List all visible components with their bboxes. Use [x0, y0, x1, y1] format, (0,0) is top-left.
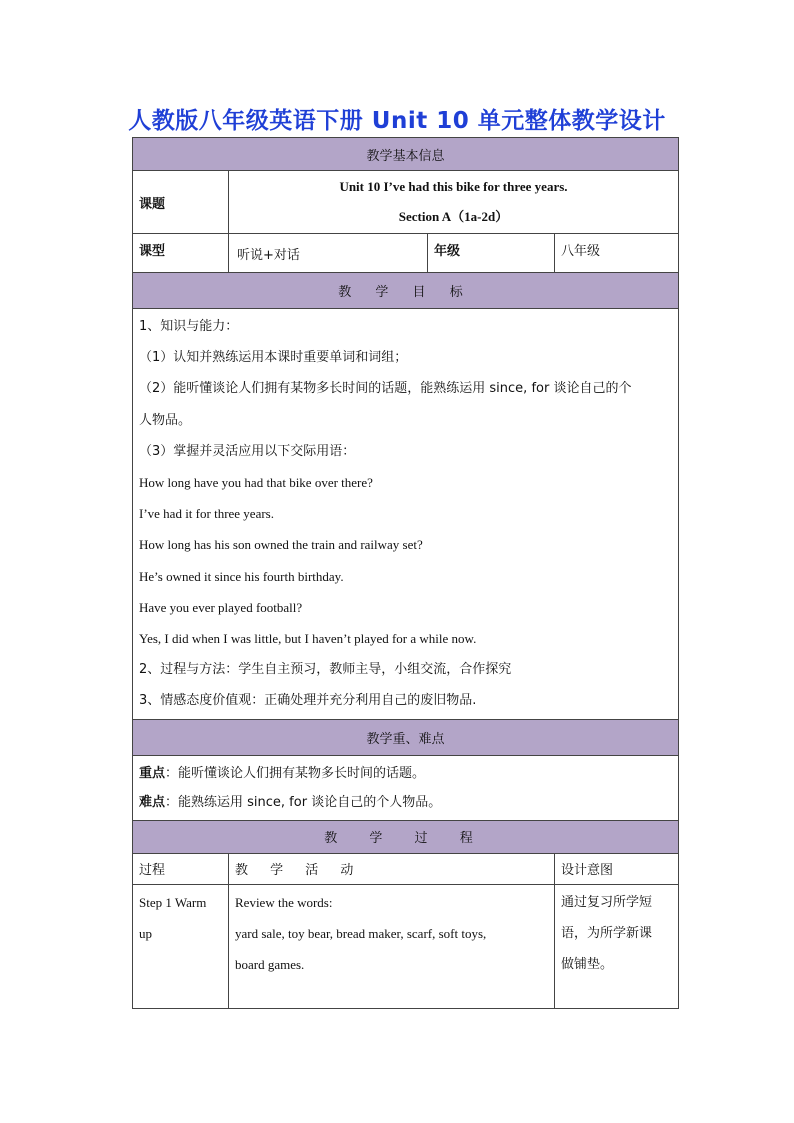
col-activity-header: 教 学 活 动: [229, 853, 555, 884]
objective-line: 3、情感态度价值观：正确处理并充分利用自己的废旧物品.: [139, 693, 477, 709]
type-row: [133, 234, 679, 273]
topic-row: [133, 171, 679, 234]
objectives-content: [133, 309, 679, 720]
col-intent-header: 设计意图: [555, 853, 679, 884]
objectives-header: 教 学 目 标: [133, 273, 679, 309]
objective-line: Have you ever played football?: [139, 599, 303, 615]
topic-line-2: Section A（1a-2d）: [398, 209, 509, 224]
process-columns-row: [133, 853, 679, 884]
step-label: Step 1 Warm up: [139, 894, 207, 941]
topic-line-1: Unit 10 I’ve had this bike for three years.: [339, 179, 568, 194]
col-step-header: 过程: [133, 853, 229, 884]
key-point-line: [139, 759, 672, 788]
objective-line: Yes, I did when I was little, but I haven’t played for a while now.: [139, 631, 477, 647]
key-points-content: [133, 755, 679, 820]
type-value: 听说+对话: [229, 234, 428, 273]
activity-line: board games.: [235, 956, 305, 972]
activity-line: Review the words:: [235, 894, 333, 910]
intent-line: 做铺垫。: [561, 956, 614, 972]
objective-line: How long have you had that bike over there?: [139, 475, 373, 491]
objective-line: （1）认知并熟练运用本课时重要单词和词组；: [139, 350, 408, 366]
basic-info-header: 教学基本信息: [133, 138, 679, 171]
intent-line: 通过复习所学短: [561, 894, 653, 910]
type-label: 课型: [133, 234, 229, 273]
key-point-label: 重点: [139, 765, 166, 781]
page-title: 人教版八年级英语下册 Unit 10 单元整体教学设计: [128, 108, 666, 134]
objective-line: How long has his son owned the train and railway set?: [139, 537, 423, 553]
objectives-header-row: [133, 273, 679, 309]
step-intent: [555, 884, 679, 1008]
objective-line: He’s owned it since his fourth birthday.: [139, 568, 344, 584]
key-point-text: ：能听懂谈论人们拥有某物多长时间的话题。: [165, 765, 426, 781]
difficult-point-line: [139, 788, 672, 817]
activity-line: yard sale, toy bear, bread maker, scarf, soft toys,: [235, 925, 487, 941]
basic-info-header-row: [133, 138, 679, 171]
objective-line: 1、知识与能力：: [139, 319, 239, 334]
topic-label: 课题: [133, 171, 229, 234]
process-header: 教 学 过 程: [133, 820, 679, 853]
grade-label: 年级: [428, 234, 555, 273]
process-header-row: [133, 820, 679, 853]
step-name: [133, 884, 229, 1008]
difficult-point-label: 难点: [139, 794, 166, 810]
difficult-point-text: ：能熟练运用 since, for 谈论自己的个人物品。: [165, 794, 442, 810]
objective-line: （3）掌握并灵活应用以下交际用语：: [139, 443, 356, 459]
objective-line: （2）能听懂谈论人们拥有某物多长时间的话题，能熟练运用 since, for 谈论自己的个: [139, 381, 632, 397]
intent-line: 语，为所学新课: [561, 925, 653, 941]
step-activity: [229, 884, 555, 1008]
key-points-header-row: [133, 719, 679, 755]
objectives-row: [133, 309, 679, 720]
objective-line: I’ve had it for three years.: [139, 506, 274, 522]
lesson-plan-table: [132, 137, 679, 1009]
key-points-row: [133, 755, 679, 820]
objective-line: 人物品。: [139, 412, 192, 428]
key-points-header: 教学重、难点: [133, 719, 679, 755]
process-step-row: [133, 884, 679, 1008]
objective-line: 2、过程与方法：学生自主预习，教师主导，小组交流，合作探究: [139, 662, 512, 678]
grade-value: 八年级: [555, 234, 679, 273]
topic-value: [229, 171, 679, 234]
